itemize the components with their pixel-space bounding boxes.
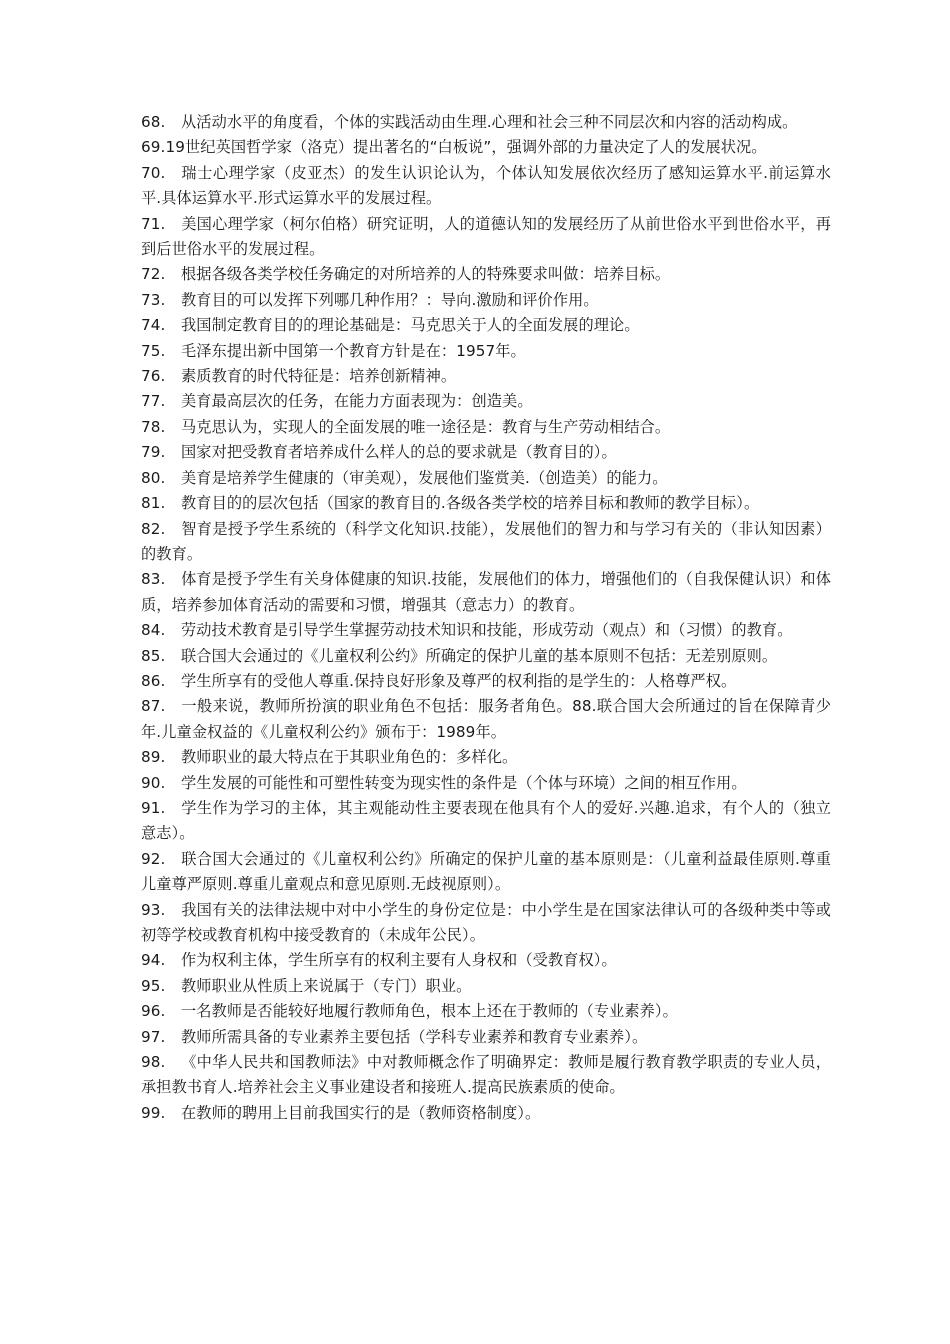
item-number: 93. [141,900,166,919]
list-item [141,948,831,973]
item-text: 马克思认为，实现人的全面发展的唯一途径是：教育与生产劳动相结合。 [181,417,671,436]
list-item [141,466,831,491]
list-item [141,389,831,414]
item-text: 体育是授予学生有关身体健康的知识.技能，发展他们的体力，增强他们的（自我保健认识）和体质，培养参加体育活动的需要和习惯，增强其（意志力）的教育。 [141,570,831,614]
list-item [141,567,831,618]
item-text: 19世纪英国哲学家（洛克）提出著名的“白板说”，强调外部的力量决定了人的发展状况。 [165,138,767,157]
item-number: 81. [141,494,166,513]
list-item [141,313,831,338]
item-text: 瑞士心理学家（皮亚杰）的发生认识论认为，个体认知发展依次经历了感知运算水平.前运算水平.具体运算水平.形式运算水平的发展过程。 [141,163,831,208]
item-number: 76. [141,367,166,386]
item-number: 69. [141,138,166,157]
item-text: 毛泽东提出新中国第一个教育方针是在：1957年。 [181,341,526,360]
list-item [141,745,831,770]
list-item [141,771,831,796]
list-item [141,262,831,287]
item-text: 教育目的可以发挥下列哪几种作用？：导向.激励和评价作用。 [181,290,599,309]
item-text: 联合国大会通过的《儿童权利公约》所确定的保护儿童的基本原则是：（儿童利益最佳原则.尊重儿童尊严原则.尊重儿童观点和意见原则.无歧视原则）。 [141,849,831,894]
item-number: 96. [141,1002,166,1021]
list-item [141,135,831,160]
list-item [141,415,831,440]
item-number: 80. [141,468,166,487]
item-text: 从活动水平的角度看，个体的实践活动由生理.心理和社会三种不同层次和内容的活动构成。 [181,113,798,131]
item-text: 教师职业的最大特点在于其职业角色的：多样化。 [181,748,518,767]
list-item [141,288,831,313]
list-item [141,796,831,847]
item-number: 92. [141,849,166,868]
list-item [141,161,831,212]
item-text: 我国有关的法律法规中对中小学生的身份定位是：中小学生是在国家法律认可的各级种类中等或初等学校或教育机构中接受教育的（未成年公民）。 [141,900,831,944]
item-text: 美育最高层次的任务，在能力方面表现为：创造美。 [181,392,533,411]
list-item [141,1101,831,1126]
item-number: 85. [141,646,166,665]
list-item [141,491,831,516]
item-text: 学生所享有的受他人尊重.保持良好形象及尊严的权利指的是学生的：人格尊严权。 [181,671,737,690]
item-number: 83. [141,570,166,589]
item-number: 82. [141,519,166,538]
item-text: 作为权利主体，学生所享有的权利主要有人身权和（受教育权）。 [181,951,617,970]
item-number: 95. [141,976,166,995]
item-number: 98. [141,1053,166,1072]
item-number: 68. [141,113,166,131]
item-number: 86. [141,671,166,690]
list-item [141,339,831,364]
item-text: 教育目的的层次包括（国家的教育目的.各级各类学校的培养目标和教师的教学目标）。 [181,494,760,513]
item-text: 教师所需具备的专业素养主要包括（学科专业素养和教育专业素养）。 [181,1027,648,1046]
item-number: 75. [141,341,166,360]
item-number: 71. [141,214,166,233]
list-item [141,694,831,745]
item-text: 美国心理学家（柯尔伯格）研究证明，人的道德认知的发展经历了从前世俗水平到世俗水平，再到后世俗水平的发展过程。 [141,214,831,259]
item-number: 79. [141,443,166,462]
item-number: 84. [141,621,166,640]
item-text: 教师职业从性质上来说属于（专门）职业。 [181,976,472,995]
item-text: 智育是授予学生系统的（科学文化知识.技能），发展他们的智力和与学习有关的（非认知因素）的教育。 [141,519,831,563]
list-item [141,212,831,263]
item-text: 学生作为学习的主体，其主观能动性主要表现在他具有个人的爱好.兴趣.追求，有个人的（独立意志）。 [141,798,831,843]
item-text: 学生发展的可能性和可塑性转变为现实性的条件是（个体与环境）之间的相互作用。 [181,773,747,792]
item-number: 97. [141,1027,166,1046]
item-number: 94. [141,951,166,970]
item-text: 一般来说，教师所扮演的职业角色不包括：服务者角色。88.联合国大会所通过的旨在保障青少年.儿童金权益的《儿童权利公约》颁布于：1989年。 [141,697,831,741]
list-item [141,644,831,669]
item-text: 国家对把受教育者培养成什么样人的总的要求就是（教育目的）。 [181,443,617,462]
list-item [141,847,831,898]
list-item [141,1050,831,1101]
item-number: 77. [141,392,166,411]
item-text: 联合国大会通过的《儿童权利公约》所确定的保护儿童的基本原则不包括：无差别原则。 [181,646,778,665]
item-number: 73. [141,290,166,309]
list-item [141,1025,831,1050]
item-number: 87. [141,697,166,716]
document-body [141,110,831,1126]
list-item [141,440,831,465]
item-number: 99. [141,1103,166,1122]
item-number: 72. [141,265,166,284]
item-number: 78. [141,417,166,436]
list-item [141,669,831,694]
list-item [141,898,831,949]
item-text: 我国制定教育目的的理论基础是：马克思关于人的全面发展的理论。 [181,316,640,335]
item-number: 90. [141,773,166,792]
item-number: 74. [141,316,166,335]
list-item [141,974,831,999]
list-item [141,517,831,568]
item-text: 一名教师是否能较好地履行教师角色，根本上还在于教师的（专业素养）。 [181,1002,678,1021]
item-text: 《中华人民共和国教师法》中对教师概念作了明确界定：教师是履行教育教学职责的专业人员，承担教书育人.培养社会主义事业建设者和接班人.提高民族素质的使命。 [141,1053,831,1097]
item-text: 劳动技术教育是引导学生掌握劳动技术知识和技能，形成劳动（观点）和（习惯）的教育。 [181,621,793,640]
item-text: 素质教育的时代特征是：培养创新精神。 [181,367,457,386]
item-number: 70. [141,163,166,182]
list-item [141,618,831,643]
item-number: 91. [141,798,166,817]
item-text: 根据各级各类学校任务确定的对所培养的人的特殊要求叫做：培养目标。 [181,265,671,284]
list-item [141,999,831,1024]
item-text: 美育是培养学生健康的（审美观），发展他们鉴赏美.（创造美）的能力。 [181,468,668,487]
list-item [141,110,831,135]
list-item [141,364,831,389]
item-text: 在教师的聘用上目前我国实行的是（教师资格制度）。 [181,1103,541,1122]
item-number: 89. [141,748,166,767]
